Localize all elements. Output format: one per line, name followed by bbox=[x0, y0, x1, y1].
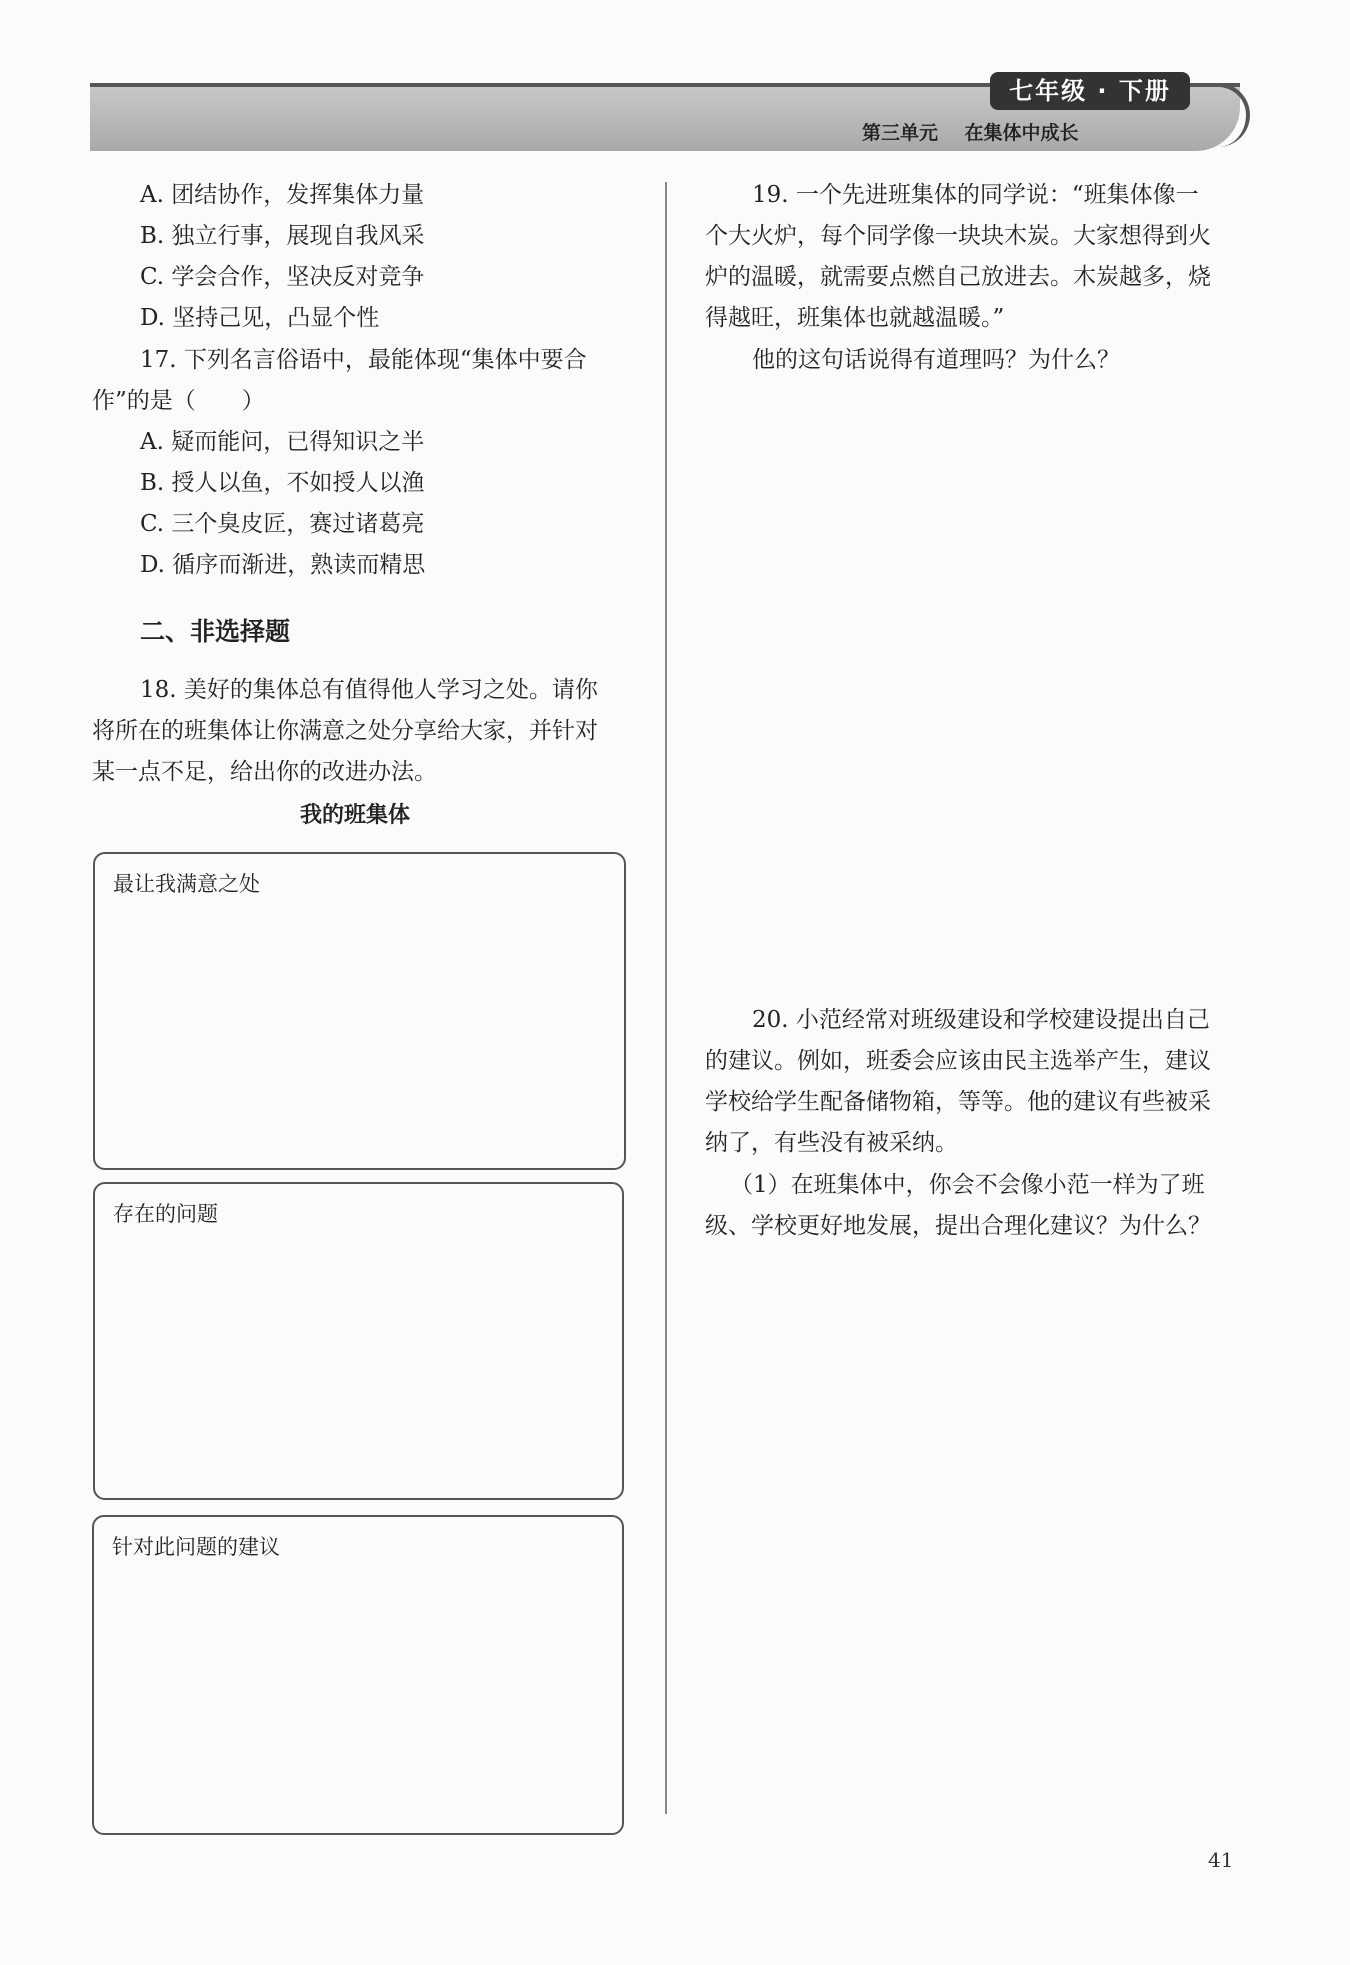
q20-sub1-line2: 级、学校更好地发展，提出合理化建议？为什么？ bbox=[705, 1213, 1211, 1239]
q19-line1: 19. 一个先进班集体的同学说：“班集体像一 bbox=[752, 182, 1199, 208]
q17-option-c: C. 三个臭皮匠，赛过诸葛亮 bbox=[140, 511, 425, 537]
answer-box-suggestion[interactable] bbox=[92, 1515, 624, 1835]
q18-line1: 18. 美好的集体总有值得他人学习之处。请你 bbox=[140, 677, 598, 703]
q16-option-b: B. 独立行事，展现自我风采 bbox=[140, 223, 425, 249]
q18-line3: 某一点不足，给出你的改进办法。 bbox=[92, 759, 437, 785]
q19-line5: 他的这句话说得有道理吗？为什么？ bbox=[752, 347, 1120, 373]
q20-line4: 纳了，有些没有被采纳。 bbox=[705, 1130, 958, 1156]
q17-option-d: D. 循序而渐进，熟读而精思 bbox=[140, 552, 426, 578]
q17-option-b: B. 授人以鱼，不如授人以渔 bbox=[140, 470, 425, 496]
q17-stem-line1: 17. 下列名言俗语中，最能体现“集体中要合 bbox=[140, 347, 587, 373]
box-label-suggestion: 针对此问题的建议 bbox=[112, 1535, 280, 1559]
q19-line4: 得越旺，班集体也就越温暖。” bbox=[705, 305, 1005, 331]
q20-line2: 的建议。例如，班委会应该由民主选举产生，建议 bbox=[705, 1048, 1211, 1074]
q19-line2: 个大火炉，每个同学像一块块木炭。大家想得到火 bbox=[705, 223, 1211, 249]
q16-option-a: A. 团结协作，发挥集体力量 bbox=[140, 182, 425, 208]
unit-label: 第三单元 在集体中成长 bbox=[862, 122, 1079, 144]
q16-option-c: C. 学会合作，坚决反对竞争 bbox=[140, 264, 425, 290]
q18-line2: 将所在的班集体让你满意之处分享给大家，并针对 bbox=[92, 718, 598, 744]
q20-line1: 20. 小范经常对班级建设和学校建设提出自己 bbox=[752, 1007, 1210, 1033]
section-title: 二、非选择题 bbox=[140, 617, 291, 646]
box-label-satisfied: 最让我满意之处 bbox=[113, 872, 260, 896]
column-divider bbox=[665, 182, 667, 1814]
q17-option-a: A. 疑而能问，已得知识之半 bbox=[140, 429, 425, 455]
q19-line3: 炉的温暖，就需要点燃自己放进去。木炭越多，烧 bbox=[705, 264, 1211, 290]
page-number: 41 bbox=[1208, 1848, 1234, 1872]
box-label-problem: 存在的问题 bbox=[113, 1202, 218, 1226]
q20-sub1-line1: （1）在班集体中，你会不会像小范一样为了班 bbox=[730, 1172, 1205, 1198]
answer-box-problem[interactable] bbox=[93, 1182, 624, 1500]
answer-box-satisfied[interactable] bbox=[93, 852, 626, 1170]
q20-line3: 学校给学生配备储物箱，等等。他的建议有些被采 bbox=[705, 1089, 1211, 1115]
table-title: 我的班集体 bbox=[300, 803, 411, 828]
q17-stem-line2: 作”的是（ ） bbox=[92, 388, 265, 414]
header-curve bbox=[1190, 83, 1250, 147]
grade-badge: 七年级 · 下册 bbox=[990, 72, 1190, 110]
q16-option-d: D. 坚持己见，凸显个性 bbox=[140, 305, 380, 331]
